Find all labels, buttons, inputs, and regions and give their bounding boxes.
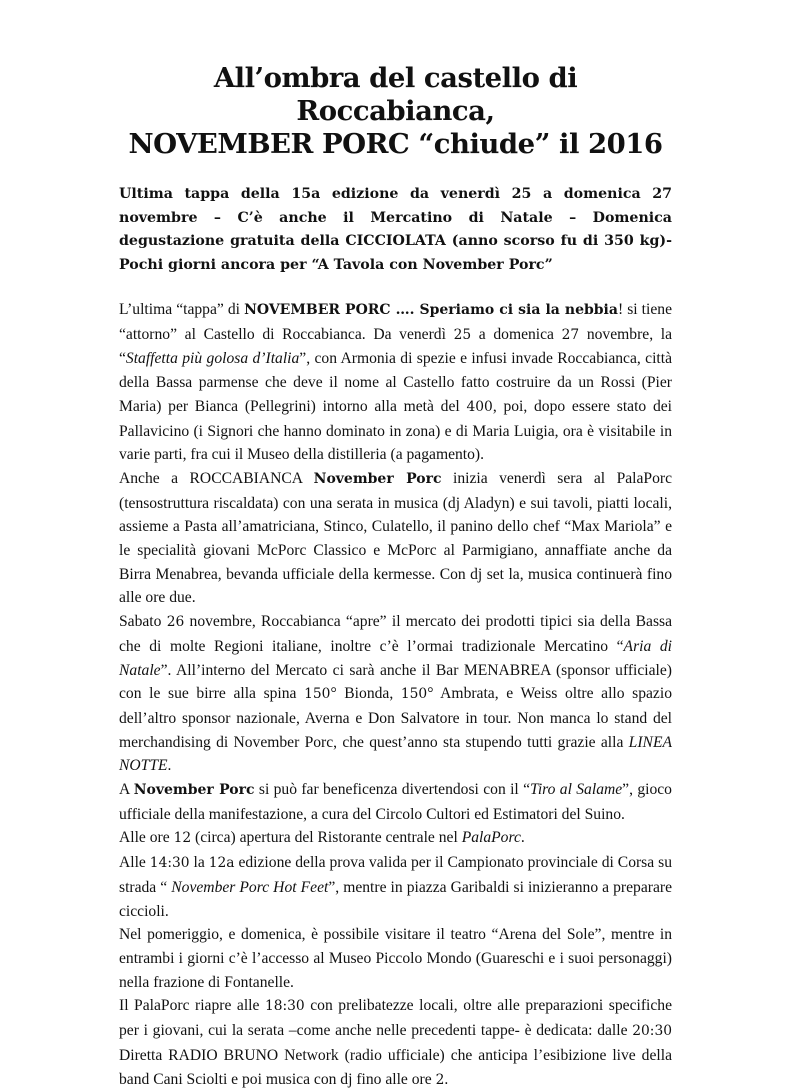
number: 14:30 — [149, 855, 190, 872]
title-line-1: All’ombra del castello di Roccabianca, — [213, 62, 578, 127]
text: con prelibatezze locali, oltre alle preparazioni specifiche per i giovani, cui la serata –come anche nelle precedenti tappe- è dedicata: dalle — [119, 997, 672, 1040]
text: ° Bionda, — [330, 685, 401, 703]
subtitle: Ultima tappa della 15a edizione da venerdì 25 a domenica 27 novembre – C’è anche il Mercatino di Natale – Domenica degustazione gratuita della CICCIOLATA (anno scorso fu di 350 kg)- Pochi giorni ancora per “A Tavola con November Porc” — [119, 186, 672, 273]
paragraph-4 — [119, 778, 672, 826]
number: 20:30 — [632, 1023, 672, 1040]
number: 150 — [304, 686, 331, 703]
paragraph-3 — [119, 610, 672, 778]
text: ”, con Armonia di spezie e infusi invade Roccabianca, città della Bassa parmense che deve il nome al Castello fatto costruire da un Rossi (Pier Maria) per Bianca (Pellegrini) intorno alla metà del — [119, 350, 672, 415]
text: L’ultima “tappa” di — [119, 301, 245, 318]
number: 12a — [208, 855, 235, 872]
text: . — [167, 757, 172, 775]
paragraph-2 — [119, 467, 672, 610]
paragraph-1 — [119, 298, 672, 467]
paragraph-8 — [119, 994, 672, 1092]
title-line-2: NOVEMBER PORC “chiude” il 2016 — [128, 128, 663, 160]
text: . — [520, 829, 525, 847]
text: Alle — [119, 854, 150, 872]
italic-text: November Porc Hot Feet — [171, 878, 329, 896]
text: novembre, la “ — [119, 325, 672, 368]
text: ”. All’interno del Mercato ci sarà anche il Bar MENABREA (sponsor ufficiale) con le sue birre alla spina — [119, 661, 672, 703]
text: la — [189, 854, 209, 872]
text: A — [119, 781, 134, 799]
text: si può far beneficenza divertendosi con il “ — [254, 781, 531, 799]
text: ° Ambrata, e Weiss oltre allo spazio dell’altro sponsor nazionale, Averna e Don Salvatore in tour. Non manca lo stand del merchandising di November Porc, che quest’anno sta stupendo tutti grazie alla — [119, 685, 672, 751]
text: ! si tiene “attorno” al Castello di Roccabianca. Da venerdì — [119, 301, 672, 343]
number: 400 — [466, 398, 493, 415]
italic-text: LINEA NOTTE — [119, 733, 672, 775]
text: Sabato — [119, 613, 167, 631]
number: 27 — [561, 326, 580, 343]
text: a domenica — [471, 325, 562, 343]
text: ”, gioco ufficiale della manifestazione, a cura del Circolo Cultori ed Estimatori del Suino. — [119, 781, 672, 823]
italic-text: Tiro al Salame — [530, 781, 623, 799]
bold-text: November Porc — [133, 782, 255, 799]
number: 150 — [400, 686, 428, 703]
text: . — [444, 1070, 449, 1088]
bold-text: NOVEMBER PORC …. Speriamo ci sia la nebbia — [244, 302, 618, 318]
page-title — [119, 62, 672, 161]
text: Alle ore — [119, 829, 174, 847]
text: novembre, Roccabianca “apre” il mercato dei prodotti tipici sia della Bassa che di molte Regioni italiane, inoltre c’è l’ormai tradizionale Mercatino “ — [119, 613, 672, 655]
paragraph-5 — [119, 826, 672, 851]
document-page — [119, 62, 672, 1092]
text: inizia venerdì sera al PalaPorc (tensostruttura riscaldata) con una serata in musica (dj Aladyn) e sui tavoli, piatti locali, assieme a Pasta all’amatriciana, Stinco, Culatello, il panino dello chef “Max Mariola” e le specialità giovani McPorc Classico e McPorc al Parmigiano, annaffiate anche da Birra Menabrea, bevanda ufficiale della kermesse. Con dj set la, musica continuerà fino alle ore due. — [119, 469, 672, 607]
text: Il PalaPorc riapre alle — [119, 997, 265, 1015]
text: Diretta RADIO BRUNO Network (radio ufficiale) che anticipa l’esibizione live della band Cani Sciolti e poi musica con dj fino alle ore — [119, 1046, 672, 1088]
article-body — [119, 298, 672, 1092]
number: 18:30 — [264, 998, 305, 1015]
paragraph-7: Nel pomeriggio, e domenica, è possibile visitare il teatro “Arena del Sole”, mentre in entrambi i giorni c’è l’accesso al Museo Piccolo Mondo (Guareschi e i suoi personaggi) nella frazione di Fontanelle. — [119, 926, 672, 991]
italic-text: PalaPorc — [461, 829, 521, 847]
text: ”, mentre in piazza Garibaldi si inizieranno a preparare ciccioli. — [119, 878, 672, 920]
paragraph-6 — [119, 851, 672, 923]
text: , poi, dopo essere stato dei Pallavicino (i Signori che hanno dominato in zona) e di Maria Luigia, ora è visitabile in varie parti, fra cui il Museo della distilleria (a pagamento). — [119, 397, 673, 464]
italic-text: Aria di Natale — [119, 637, 672, 679]
number: 25 — [453, 326, 472, 343]
number: 12 — [173, 830, 192, 847]
italic-text: Staffetta più golosa d’Italia — [125, 350, 300, 368]
number: 26 — [166, 614, 185, 631]
number: 2 — [435, 1071, 445, 1088]
text: (circa) apertura del Ristorante centrale nel — [191, 829, 462, 847]
text: edizione della prova valida per il Campionato provinciale di Corsa su strada “ — [119, 854, 672, 896]
bold-text: November Porc — [313, 470, 442, 487]
text: Anche a ROCCABIANCA — [119, 469, 314, 487]
